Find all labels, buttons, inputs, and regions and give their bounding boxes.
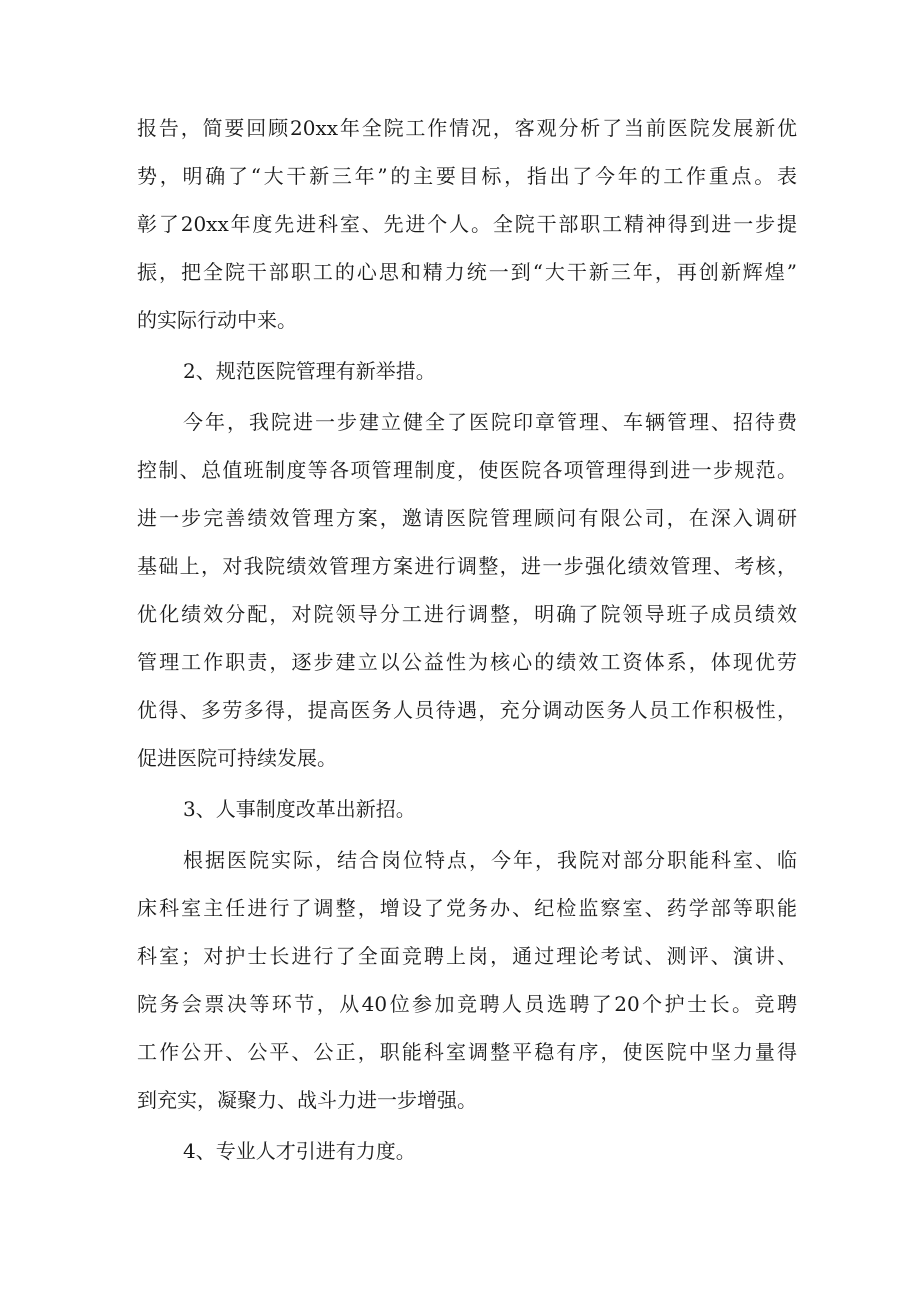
section-heading: 3、人事制度改革出新招。	[183, 797, 416, 821]
text-line: 基础上，对我院绩效管理方案进行调整，进一步强化绩效管理、考核，	[137, 554, 797, 578]
text-line: 势，明确了“大干新三年”的主要目标，指出了今年的工作重点。表	[137, 164, 797, 188]
text-line: 院务会票决等环节，从40位参加竞聘人员选聘了20个护士长。竞聘	[137, 992, 797, 1016]
text-line: 根据医院实际，结合岗位特点，今年，我院对部分职能科室、临	[183, 848, 797, 872]
text-line: 优得、多劳多得，提高医务人员待遇，充分调动医务人员工作积极性，	[137, 698, 797, 722]
text-line: 管理工作职责，逐步建立以公益性为核心的绩效工资体系，体现优劳	[137, 650, 797, 674]
text-line: 到充实，凝聚力、战斗力进一步增强。	[137, 1088, 477, 1112]
text-line: 振，把全院干部职工的心思和精力统一到“大干新三年，再创新辉煌”	[137, 260, 797, 284]
text-line: 床科室主任进行了调整，增设了党务办、纪检监察室、药学部等职能	[137, 896, 797, 920]
text-line: 科室；对护士长进行了全面竞聘上岗，通过理论考试、测评、演讲、	[137, 944, 797, 968]
text-line: 的实际行动中来。	[137, 308, 297, 332]
text-line: 彰了20xx年度先进科室、先进个人。全院干部职工精神得到进一步提	[137, 212, 797, 236]
text-line: 控制、总值班制度等各项管理制度，使医院各项管理得到进一步规范。	[137, 458, 797, 482]
text-line: 今年，我院进一步建立健全了医院印章管理、车辆管理、招待费	[183, 410, 797, 434]
text-line: 优化绩效分配，对院领导分工进行调整，明确了院领导班子成员绩效	[137, 602, 797, 626]
text-line: 报告，简要回顾20xx年全院工作情况，客观分析了当前医院发展新优	[137, 116, 797, 140]
section-heading: 2、规范医院管理有新举措。	[183, 359, 436, 383]
text-line: 进一步完善绩效管理方案，邀请医院管理顾问有限公司，在深入调研	[137, 506, 797, 530]
section-heading: 4、专业人才引进有力度。	[183, 1139, 416, 1163]
text-line: 工作公开、公平、公正，职能科室调整平稳有序，使医院中坚力量得	[137, 1040, 797, 1064]
text-line: 促进医院可持续发展。	[137, 746, 337, 770]
